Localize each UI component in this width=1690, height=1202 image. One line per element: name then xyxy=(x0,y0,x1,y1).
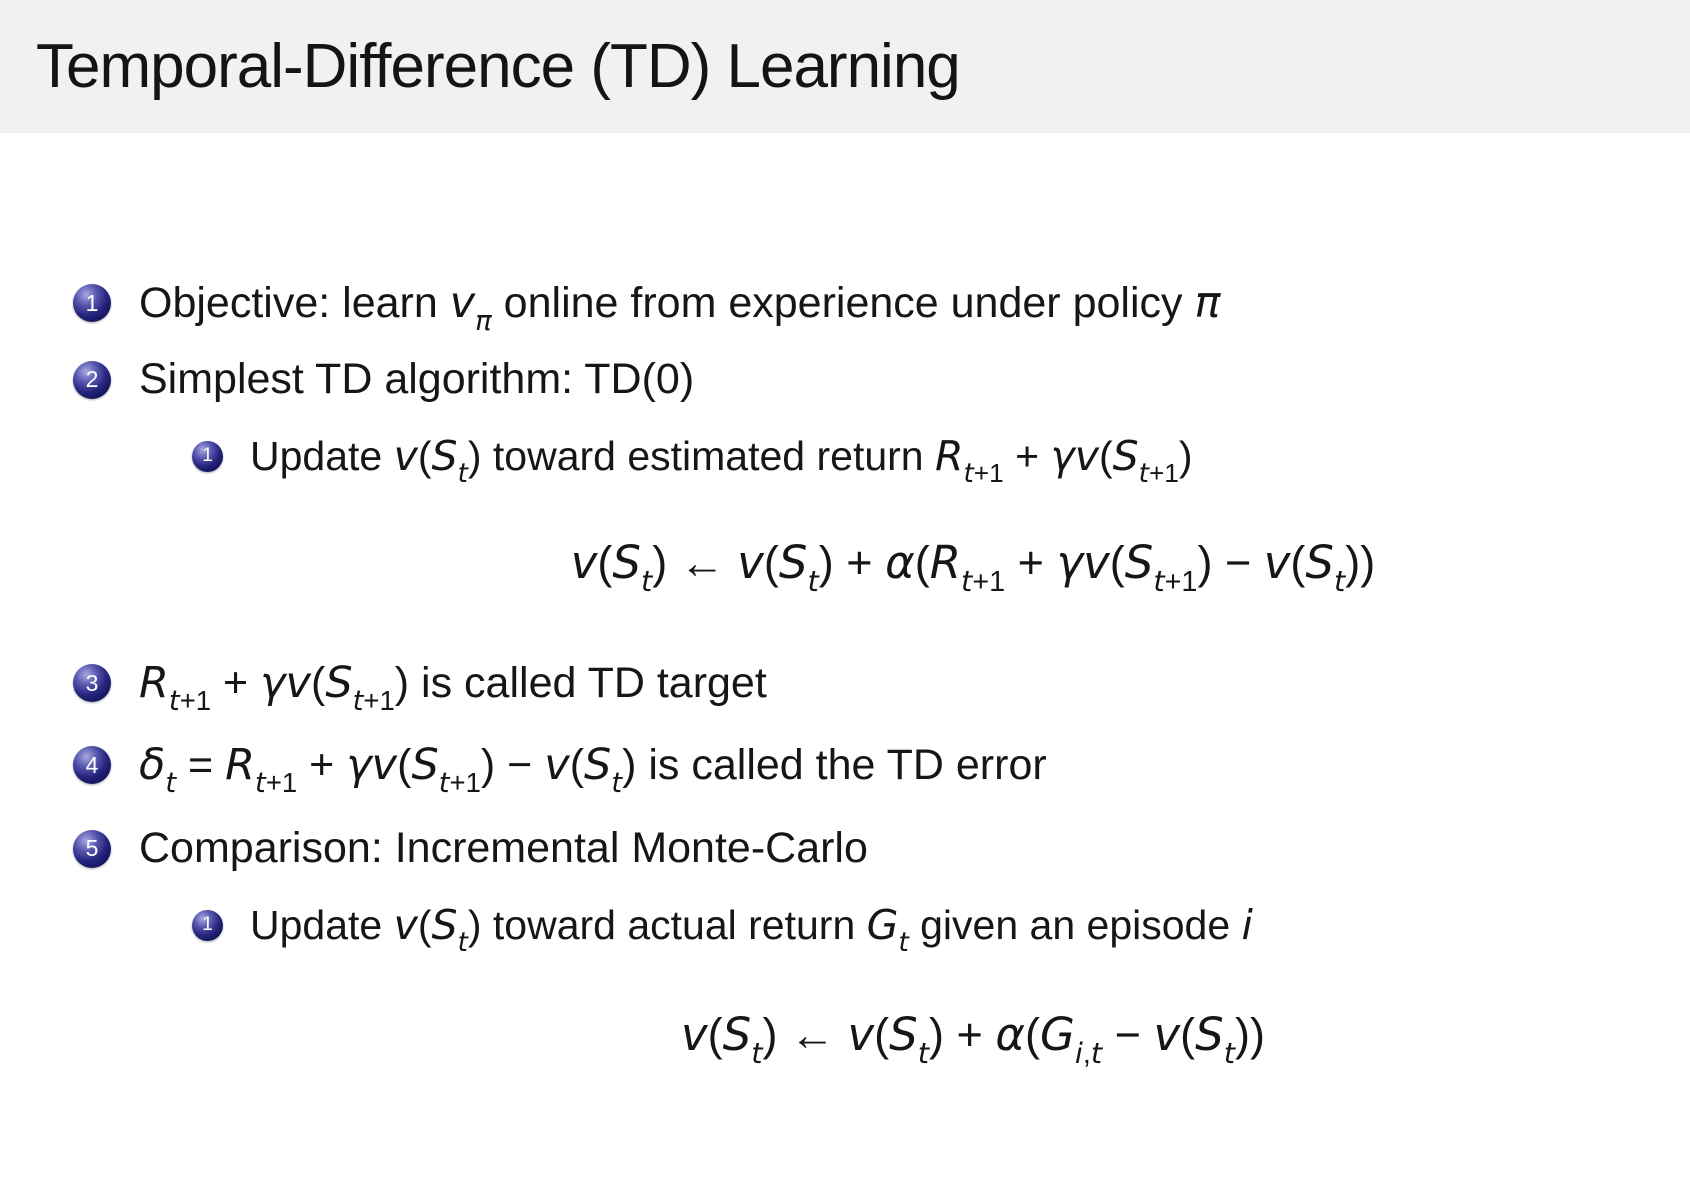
badge-number: 1 xyxy=(85,289,99,316)
item-text: Objective: learn $v_\pi$ online from experience under policy π xyxy=(139,278,1221,337)
enumerate-ball-5 xyxy=(73,830,111,868)
item-text: Simplest TD algorithm: TD(0) xyxy=(139,355,695,403)
badge-number: 2 xyxy=(85,366,99,392)
badge-number: 4 xyxy=(85,751,99,778)
list-item-comparison-mc xyxy=(73,824,868,873)
enumerate-ball-1 xyxy=(73,284,111,322)
enumerate-ball-sub-1b xyxy=(192,910,223,941)
list-item-objective xyxy=(73,278,1221,337)
slide-title: Temporal-Difference (TD) Learning xyxy=(36,32,960,101)
item-text: Comparison: Incremental Monte-Carlo xyxy=(139,824,868,872)
item-text: Update $v(S_t)$ toward actual return $G_t$ given an episode i xyxy=(250,901,1253,959)
badge-number: 5 xyxy=(85,835,99,861)
sublist-item-update-actual xyxy=(192,901,1253,959)
enumerate-ball-3 xyxy=(73,664,111,702)
list-item-td-error xyxy=(73,740,1047,799)
badge-number: 3 xyxy=(85,669,99,696)
list-item-simplest-td xyxy=(73,355,694,404)
badge-number: 1 xyxy=(202,914,213,935)
sublist-item-update-estimated xyxy=(192,432,1193,490)
slide-title-bar xyxy=(0,0,1690,133)
item-text: $R_{t+1} + \gamma v(S_{t+1})$ is called TD target xyxy=(139,658,767,717)
list-item-td-target xyxy=(73,658,767,717)
enumerate-ball-4 xyxy=(73,746,111,784)
item-text: $\delta_t = R_{t+1} + \gamma v(S_{t+1}) - v(S_t)$ is called the TD error xyxy=(139,740,1047,799)
item-text: Update $v(S_t)$ toward estimated return $R_{t+1} + \gamma v(S_{t+1})$ xyxy=(250,432,1193,490)
badge-number: 1 xyxy=(202,445,213,466)
enumerate-ball-2 xyxy=(73,361,111,399)
td-update-equation: $v(S_t)$ ← $v(S_t) + \alpha(R_{t+1} + \gamma v(S_{t+1}) - v(S_t))$ xyxy=(570,536,1376,599)
mc-update-equation: $v(S_t)$ ← $v(S_t) + \alpha(G_{i,t} - v(S_t))$ xyxy=(681,1008,1265,1071)
enumerate-ball-sub-1 xyxy=(192,441,223,472)
